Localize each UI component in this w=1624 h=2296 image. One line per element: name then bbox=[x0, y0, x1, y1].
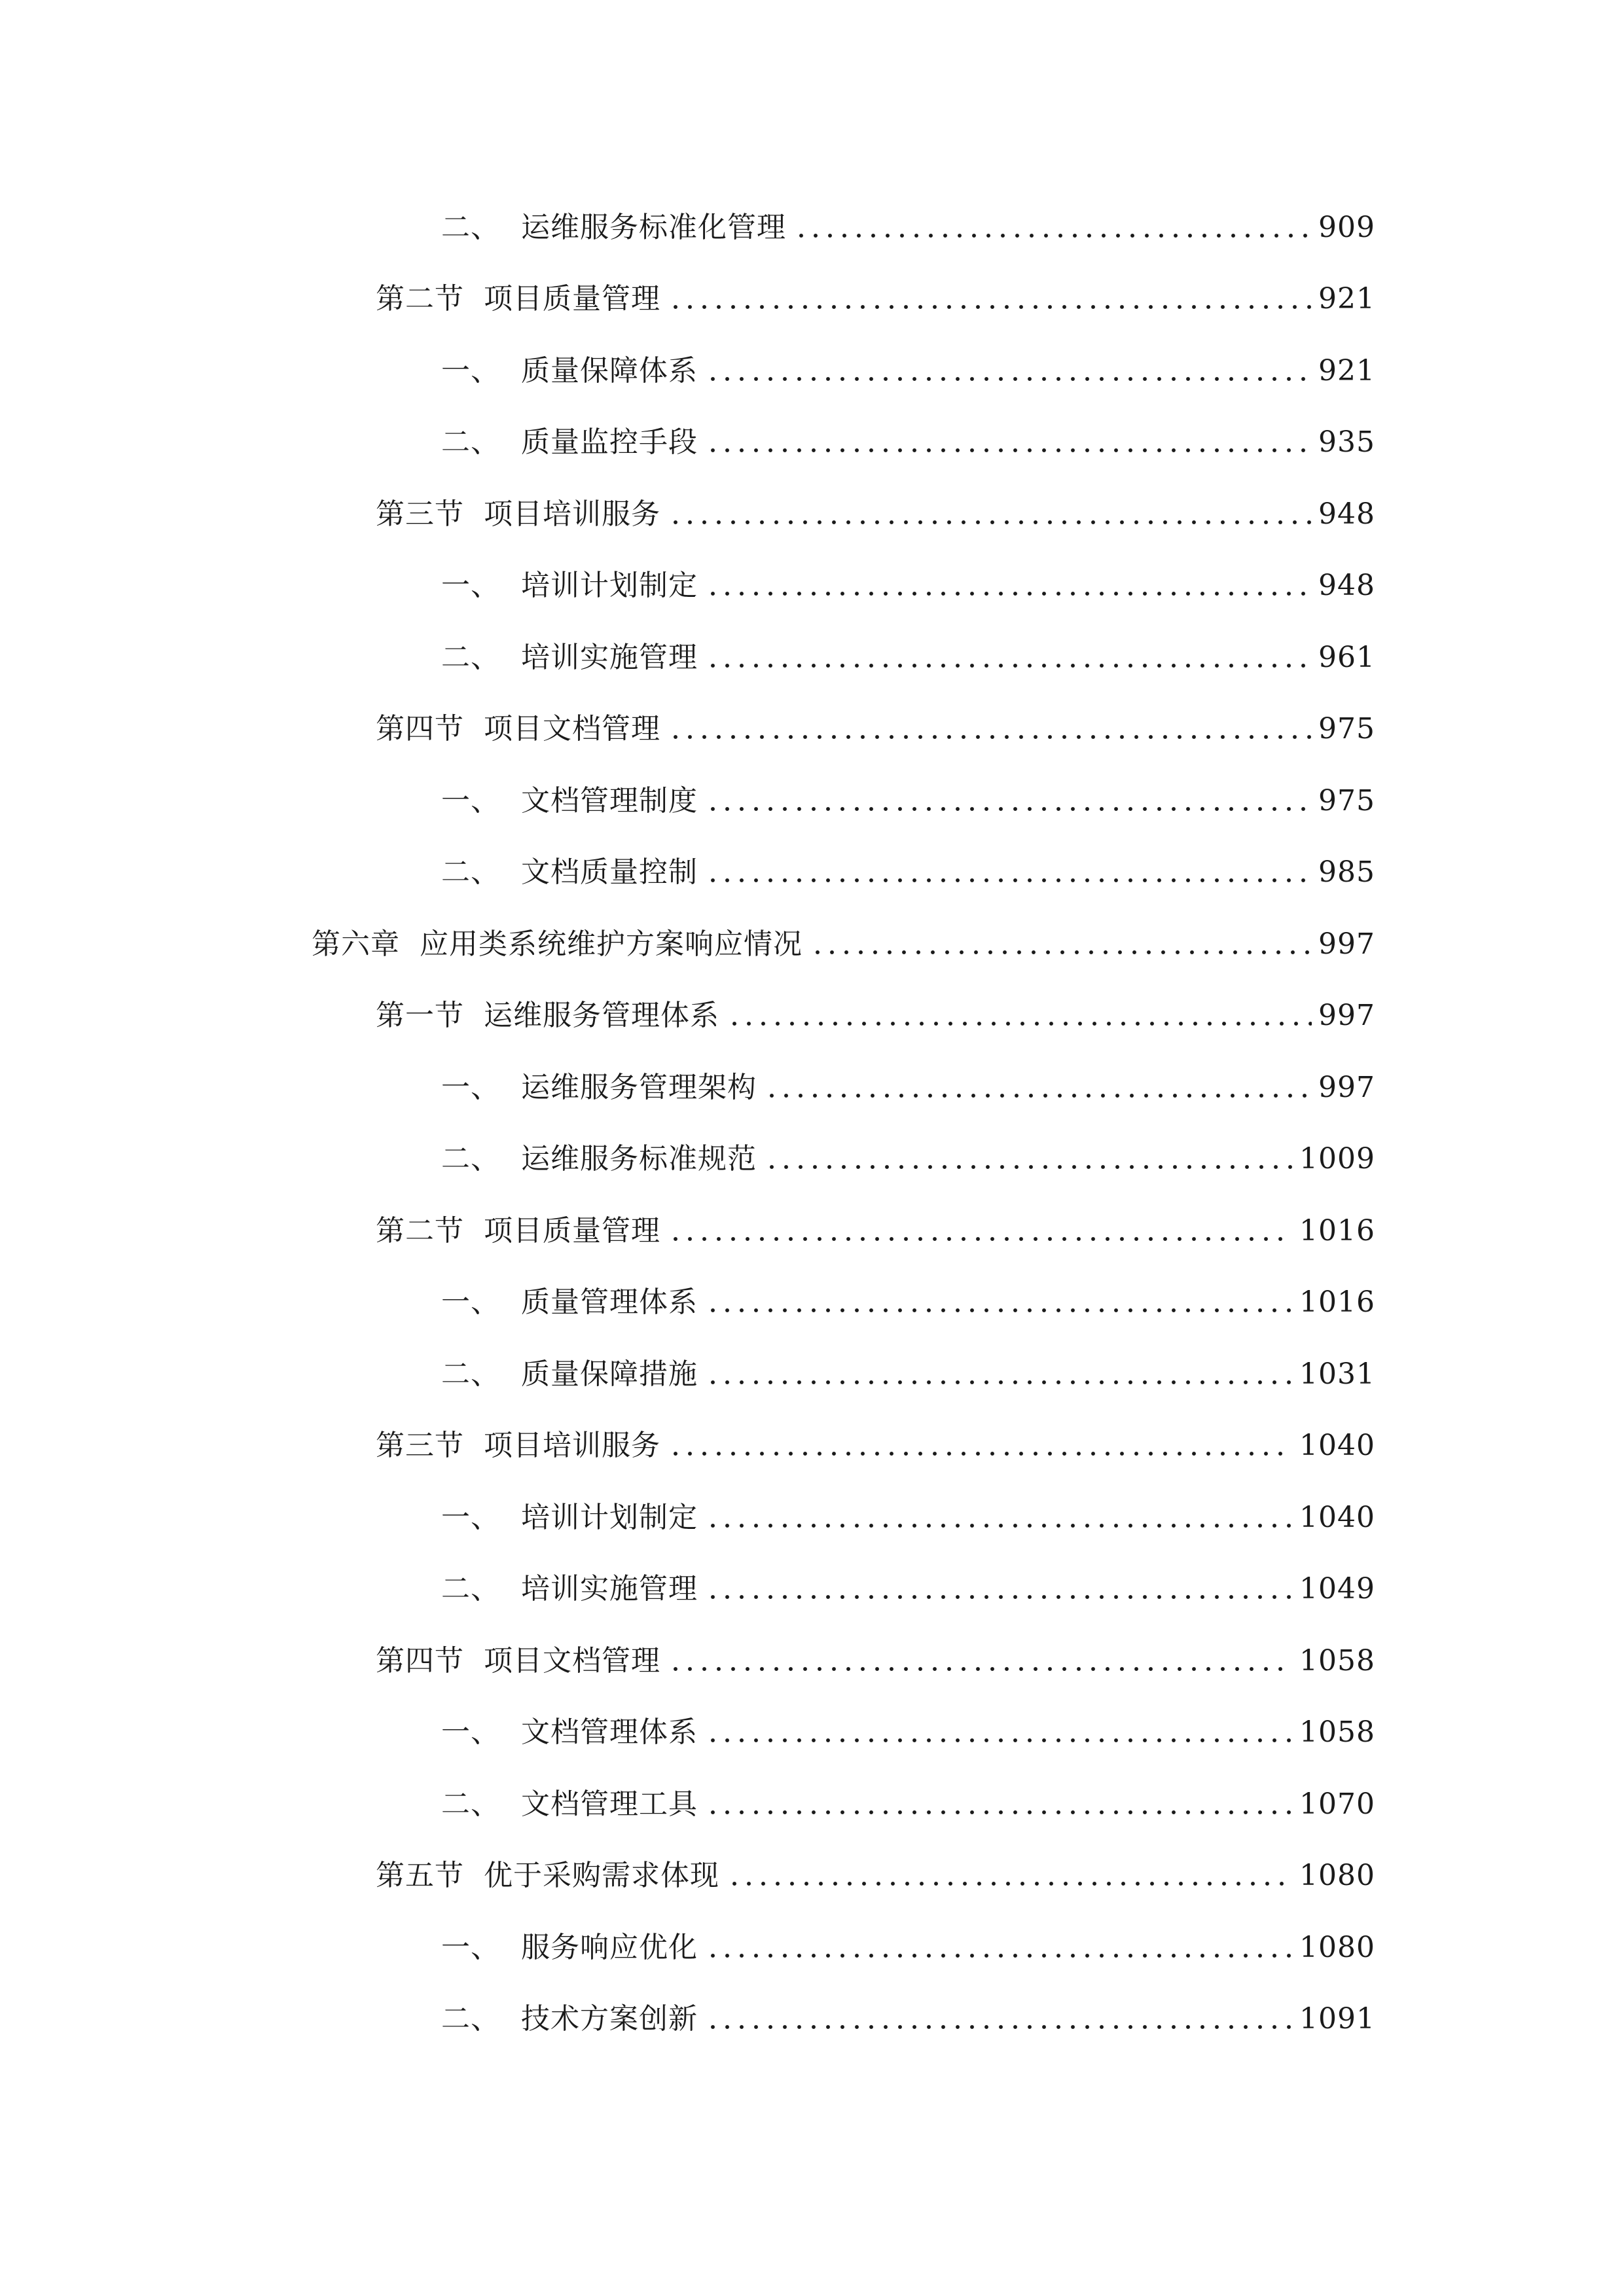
toc-entry-page: 1091 bbox=[1299, 2002, 1375, 2036]
toc-entry-title: 项目质量管理 bbox=[484, 1214, 660, 1247]
toc-entry[interactable] bbox=[441, 1566, 1375, 1612]
toc-entry-page: 997 bbox=[1318, 999, 1375, 1032]
dot-leader bbox=[703, 1566, 1293, 1612]
toc-entry-number: 二、 bbox=[441, 1787, 500, 1821]
toc-entry-number: 二、 bbox=[441, 855, 500, 889]
toc-entry[interactable] bbox=[441, 1065, 1375, 1111]
toc-entry-title: 项目质量管理 bbox=[484, 282, 660, 315]
toc-entry[interactable] bbox=[441, 205, 1375, 251]
toc-entry-page: 948 bbox=[1318, 497, 1375, 531]
toc-entry[interactable] bbox=[376, 492, 1375, 537]
dot-leader bbox=[703, 635, 1312, 681]
toc-entry-page: 1070 bbox=[1299, 1787, 1375, 1821]
toc-entry-title: 技术方案创新 bbox=[521, 2002, 698, 2036]
toc-entry-page: 997 bbox=[1318, 1071, 1375, 1104]
dot-leader bbox=[703, 1352, 1293, 1397]
toc-entry[interactable] bbox=[441, 1136, 1375, 1182]
toc-entry-page: 1080 bbox=[1299, 1931, 1375, 1964]
toc-entry[interactable] bbox=[441, 1925, 1375, 1971]
toc-entry-title: 文档质量控制 bbox=[521, 855, 698, 889]
dot-leader bbox=[666, 276, 1312, 322]
dot-leader bbox=[666, 706, 1312, 752]
dot-leader bbox=[762, 1136, 1293, 1182]
toc-entry-title: 培训实施管理 bbox=[521, 1572, 698, 1605]
toc-entry-page: 909 bbox=[1318, 211, 1375, 244]
toc-entry-title: 应用类系统维护方案响应情况 bbox=[420, 927, 803, 961]
toc-entry-title: 培训计划制定 bbox=[521, 569, 698, 602]
toc-entry-page: 1040 bbox=[1299, 1501, 1375, 1534]
toc-entry-title: 运维服务标准化管理 bbox=[521, 211, 786, 244]
toc-entry[interactable] bbox=[441, 1782, 1375, 1827]
toc-entry-number: 二、 bbox=[441, 1572, 500, 1605]
toc-entry-title: 质量监控手段 bbox=[521, 425, 698, 459]
toc-entry-page: 921 bbox=[1318, 282, 1375, 315]
dot-leader bbox=[666, 1208, 1293, 1254]
toc-entry-title: 项目文档管理 bbox=[484, 712, 660, 745]
toc-entry-page: 975 bbox=[1318, 712, 1375, 745]
dot-leader bbox=[725, 993, 1312, 1039]
dot-leader bbox=[808, 922, 1312, 967]
toc-entry-title: 文档管理制度 bbox=[521, 784, 698, 817]
toc-entry-number: 第二节 bbox=[376, 282, 464, 315]
dot-leader bbox=[666, 492, 1312, 537]
toc-entry-page: 961 bbox=[1318, 641, 1375, 674]
toc-entry-number: 一、 bbox=[441, 569, 500, 602]
dot-leader bbox=[703, 1782, 1293, 1827]
toc-entry-page: 1058 bbox=[1299, 1715, 1375, 1749]
toc-entry-title: 服务响应优化 bbox=[521, 1931, 698, 1964]
toc-entry-number: 一、 bbox=[441, 1501, 500, 1534]
toc-entry-title: 质量管理体系 bbox=[521, 1285, 698, 1319]
toc-entry-page: 935 bbox=[1318, 425, 1375, 459]
dot-leader bbox=[703, 420, 1312, 465]
dot-leader bbox=[703, 1996, 1293, 2042]
toc-entry-number: 二、 bbox=[441, 641, 500, 674]
toc-entry-number: 第四节 bbox=[376, 1644, 464, 1677]
dot-leader bbox=[703, 1925, 1293, 1971]
toc-entry-number: 二、 bbox=[441, 1357, 500, 1391]
toc-entry-number: 第五节 bbox=[376, 1859, 464, 1892]
dot-leader bbox=[703, 850, 1312, 895]
toc-entry-number: 第一节 bbox=[376, 999, 464, 1032]
dot-leader bbox=[791, 205, 1312, 251]
toc-entry-page: 948 bbox=[1318, 569, 1375, 602]
dot-leader bbox=[703, 1495, 1293, 1541]
toc-entry-page: 1040 bbox=[1299, 1429, 1375, 1462]
toc-entry[interactable] bbox=[441, 1495, 1375, 1541]
toc-entry[interactable] bbox=[441, 1352, 1375, 1397]
toc-entry-page: 1049 bbox=[1299, 1572, 1375, 1605]
toc-entry-number: 一、 bbox=[441, 354, 500, 387]
toc-entry-number: 二、 bbox=[441, 425, 500, 459]
toc-entry-title: 培训计划制定 bbox=[521, 1501, 698, 1534]
dot-leader bbox=[703, 1280, 1293, 1325]
dot-leader bbox=[725, 1853, 1293, 1899]
toc-entry-number: 一、 bbox=[441, 1285, 500, 1319]
dot-leader bbox=[703, 348, 1312, 394]
toc-entry-number: 二、 bbox=[441, 2002, 500, 2036]
toc-entry-page: 1016 bbox=[1299, 1285, 1375, 1319]
toc-entry[interactable] bbox=[441, 635, 1375, 681]
toc-entry-number: 一、 bbox=[441, 784, 500, 817]
toc-entry-title: 质量保障体系 bbox=[521, 354, 698, 387]
toc-entry[interactable] bbox=[376, 1638, 1375, 1684]
toc-entry[interactable] bbox=[441, 1280, 1375, 1325]
toc-entry-number: 第三节 bbox=[376, 1429, 464, 1462]
toc-entry-page: 985 bbox=[1318, 855, 1375, 889]
toc-entry-number: 第四节 bbox=[376, 712, 464, 745]
toc-entry-title: 文档管理体系 bbox=[521, 1715, 698, 1749]
toc-entry-title: 质量保障措施 bbox=[521, 1357, 698, 1391]
toc-entry-number: 二、 bbox=[441, 1142, 500, 1175]
toc-entry-chapter[interactable] bbox=[312, 922, 1375, 967]
toc-entry[interactable] bbox=[376, 1423, 1375, 1469]
toc-entry-title: 项目文档管理 bbox=[484, 1644, 660, 1677]
toc-entry-title: 运维服务管理体系 bbox=[484, 999, 719, 1032]
toc-entry[interactable] bbox=[441, 1996, 1375, 2042]
toc-entry-page: 1080 bbox=[1299, 1859, 1375, 1892]
toc-entry-page: 997 bbox=[1318, 927, 1375, 961]
toc-entry-page: 975 bbox=[1318, 784, 1375, 817]
toc-entry[interactable] bbox=[441, 778, 1375, 824]
toc-entry-page: 1031 bbox=[1299, 1357, 1375, 1391]
toc-entry-number: 第三节 bbox=[376, 497, 464, 531]
toc-entry-title: 运维服务标准规范 bbox=[521, 1142, 757, 1175]
toc-entry[interactable] bbox=[441, 420, 1375, 465]
dot-leader bbox=[703, 563, 1312, 609]
toc-entry-number: 第二节 bbox=[376, 1214, 464, 1247]
toc-entry-title: 优于采购需求体现 bbox=[484, 1859, 719, 1892]
dot-leader bbox=[703, 778, 1312, 824]
toc-entry[interactable] bbox=[376, 993, 1375, 1039]
toc-entry-number: 一、 bbox=[441, 1715, 500, 1749]
toc-entry-page: 1016 bbox=[1299, 1214, 1375, 1247]
toc-entry-title: 项目培训服务 bbox=[484, 1429, 660, 1462]
toc-entry[interactable] bbox=[441, 348, 1375, 394]
dot-leader bbox=[666, 1423, 1293, 1469]
toc-entry[interactable] bbox=[376, 706, 1375, 752]
toc-entry-number: 二、 bbox=[441, 211, 500, 244]
toc-entry-page: 921 bbox=[1318, 354, 1375, 387]
toc-entry[interactable] bbox=[441, 1710, 1375, 1755]
toc-entry[interactable] bbox=[376, 1208, 1375, 1254]
toc-entry-title: 项目培训服务 bbox=[484, 497, 660, 531]
toc-entry-title: 培训实施管理 bbox=[521, 641, 698, 674]
toc-entry[interactable] bbox=[441, 563, 1375, 609]
dot-leader bbox=[703, 1710, 1293, 1755]
dot-leader bbox=[666, 1638, 1293, 1684]
toc-entry-number: 一、 bbox=[441, 1071, 500, 1104]
toc-entry-number: 一、 bbox=[441, 1931, 500, 1964]
toc-entry[interactable] bbox=[441, 850, 1375, 895]
toc-entry-number: 第六章 bbox=[312, 927, 400, 961]
toc-entry-title: 运维服务管理架构 bbox=[521, 1071, 757, 1104]
toc-entry-page: 1009 bbox=[1299, 1142, 1375, 1175]
toc-entry-page: 1058 bbox=[1299, 1644, 1375, 1677]
toc-entry[interactable] bbox=[376, 1853, 1375, 1899]
toc-entry-title: 文档管理工具 bbox=[521, 1787, 698, 1821]
dot-leader bbox=[762, 1065, 1312, 1111]
toc-entry[interactable] bbox=[376, 276, 1375, 322]
